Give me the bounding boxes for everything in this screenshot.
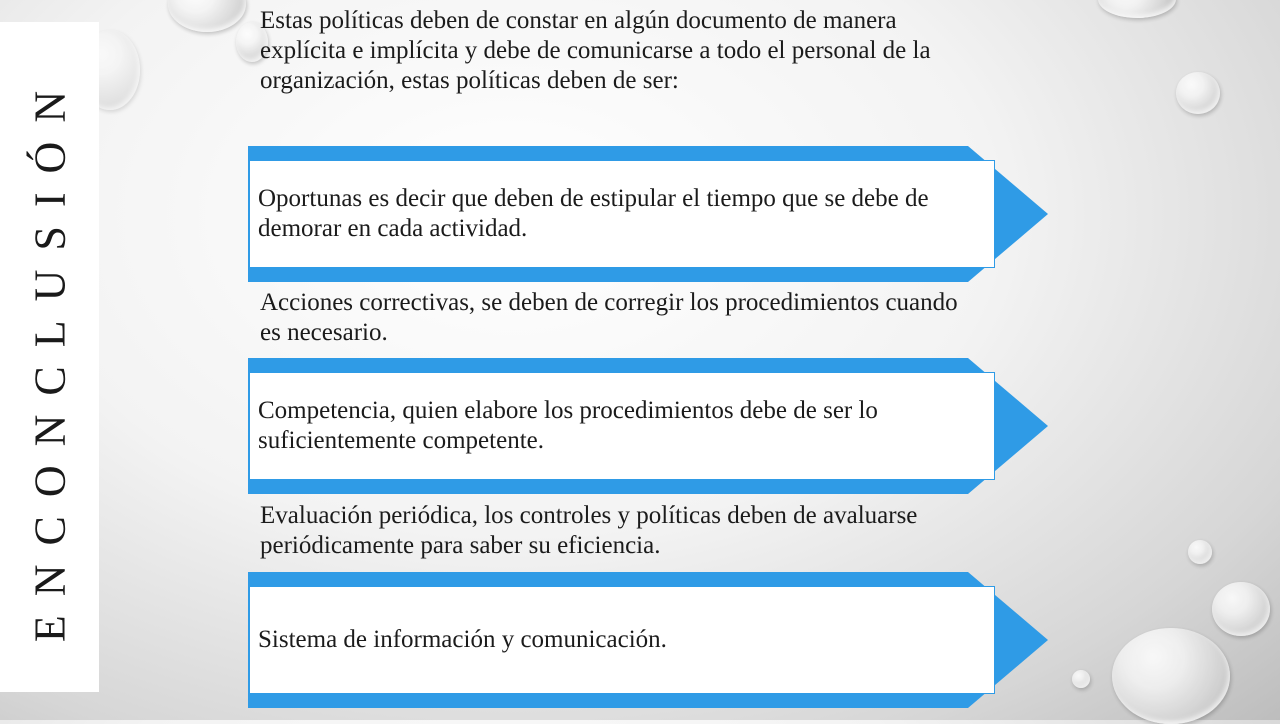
- water-drop-decoration: [1098, 0, 1176, 18]
- arrow-box: [249, 586, 995, 694]
- arrow-item-3: [248, 358, 1048, 494]
- arrow-box: [249, 160, 995, 268]
- water-drop-decoration: [1072, 670, 1090, 688]
- arrow-item-5: [248, 572, 1048, 708]
- arrow-box: [249, 372, 995, 480]
- item-text: Competencia, quien elabore los procedimientos debe de ser lo suficientemente competente.: [258, 397, 878, 454]
- water-drop-decoration: [1212, 582, 1270, 636]
- side-title-panel: [0, 22, 99, 692]
- arrow-item-1: [248, 146, 1048, 282]
- water-drop-decoration: [1188, 540, 1212, 564]
- item-text: Oportunas es decir que deben de estipular el tiempo que se debe de demorar en cada actividad.: [258, 185, 929, 242]
- item-text: Sistema de información y comunicación.: [258, 626, 667, 653]
- water-drop-decoration: [168, 0, 246, 32]
- water-drop-decoration: [1176, 72, 1220, 114]
- water-drop-decoration: [1112, 628, 1230, 724]
- item-text-plain: Acciones correctivas, se deben de corregir los procedimientos cuando es necesario.: [260, 289, 958, 346]
- item-text-plain: Evaluación periódica, los controles y políticas deben de avaluarse periódicamente para saber su eficiencia.: [260, 502, 918, 559]
- side-title: ENCONCLUSIÓN: [25, 71, 74, 643]
- intro-text: Estas políticas deben de constar en algún documento de manera explícita e implícita y debe de comunicarse a todo el personal de la organización, estas políticas deben de ser:: [260, 7, 931, 94]
